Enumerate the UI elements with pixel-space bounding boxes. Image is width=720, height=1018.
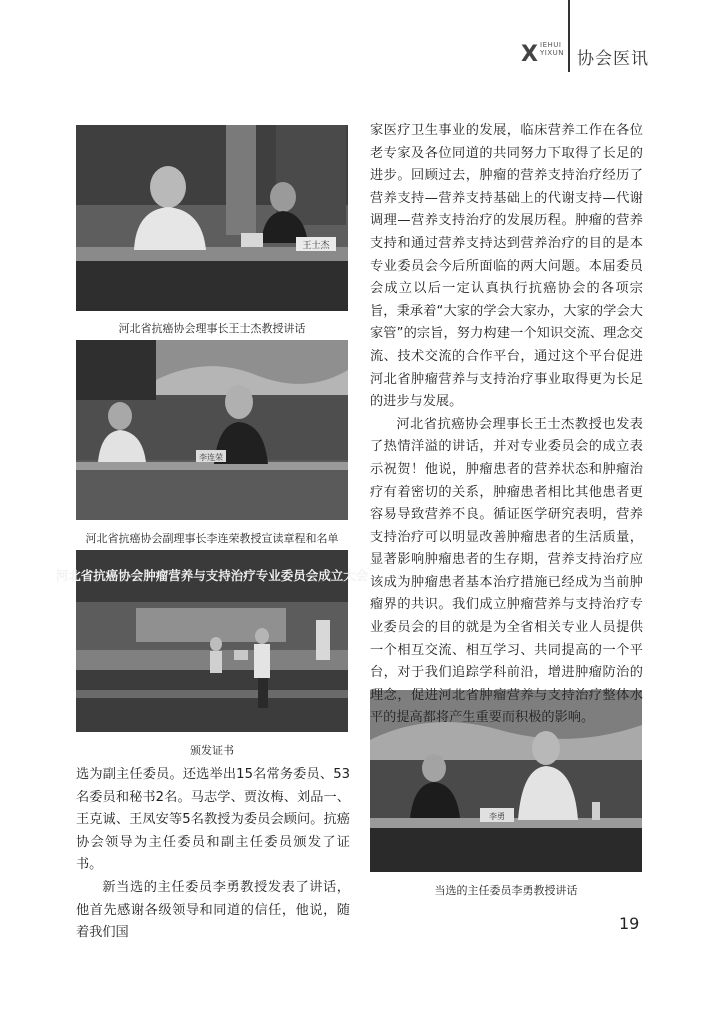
photo-caption: 河北省抗癌协会副理事长李连荣教授宣读章程和名单	[85, 532, 339, 545]
header-logo-line2: YIXUN	[540, 49, 564, 57]
nameplate-text: 李连荣	[199, 453, 223, 462]
header-logo-letter: X	[521, 42, 538, 67]
photo-caption: 当选的主任委员李勇教授讲话	[434, 884, 578, 897]
header-logo-text	[540, 41, 564, 57]
photo-caption: 颁发证书	[190, 744, 234, 757]
paragraph: 河北省抗癌协会理事长王士杰教授也发表了热情洋溢的讲话，并对专业委员会的成立表示祝贺！他说，肿瘤患者的营养状态和肿瘤治疗有着密切的关系，肿瘤患者相比其他患者更容易导致营养不良。循证医学研究表明，营养支持治疗可以明显改善肿瘤患者的生活质量，显著影响肿瘤患者的生存期，营养支持治疗应该成为肿瘤患者基本治疗措施已经成为当前肿瘤界的共识。我们成立肿瘤营养与支持治疗专业委员会的目的就是为全省相关专业人员提供一个相互交流、相互学习、共同提高的一个平台，对于我们追踪学科前沿，增进肿瘤防治的理念，促进河北省肿瘤营养与支持治疗整体水平的提高都将产生重要而积极的影响。	[370, 416, 643, 726]
page-number: 19	[619, 914, 640, 933]
paragraph: 新当选的主任委员李勇教授发表了讲话，他首先感谢各级领导和同道的信任，他说，随着我们国	[76, 879, 350, 941]
header-divider	[568, 0, 570, 72]
photo-li-lianrong-reading	[76, 340, 348, 520]
photo-caption: 河北省抗癌协会理事长王士杰教授讲话	[118, 322, 306, 335]
photo-wang-speaking	[76, 125, 348, 311]
banner-text: 河北省抗癌协会肿瘤营养与支持治疗专业委员会成立大会	[55, 568, 369, 583]
left-text-column	[76, 764, 350, 945]
photo-certificate-presentation	[55, 550, 369, 732]
paragraph: 家医疗卫生事业的发展，临床营养工作在各位老专家及各位同道的共同努力下取得了长足的进步。回顾过去，肿瘤的营养支持治疗经历了营养支持—营养支持基础上的代谢支持—代谢调理—营养支持治疗的发展历程。肿瘤的营养支持和通过营养支持达到营养治疗的目的是本专业委员会今后所面临的两大问题。本届委员会成立以后一定认真执行抗癌协会的各项宗旨，秉承着“大家的学会大家办，大家的学会大家管”的宗旨，努力构建一个知识交流、理念交流、技术交流的合作平台，通过这个平台促进河北省肿瘤营养与支持治疗事业取得更为长足的进步与发展。	[370, 123, 643, 410]
section-title: 协会医讯	[577, 49, 649, 69]
paragraph: 选为副主任委员。还选举出15名常务委员、53名委员和秘书2名。马志学、贾汝梅、刘品一、王克诚、王凤安等5名教授为委员会顾问。抗癌协会领导为主任委员和副主任委员颁发了证书。	[76, 767, 350, 873]
nameplate-text: 王士杰	[302, 241, 330, 251]
nameplate-text: 李勇	[489, 812, 505, 821]
header-logo-line1: IEHUI	[540, 41, 562, 49]
right-text-column	[370, 120, 643, 730]
